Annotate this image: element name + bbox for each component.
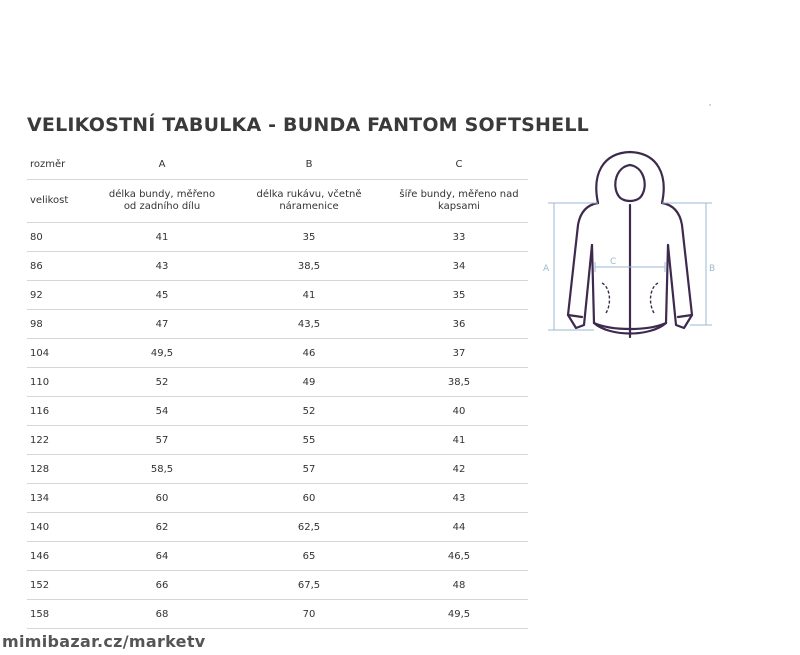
size-table: [27, 150, 528, 629]
header-cell: rozměr: [27, 150, 96, 180]
value-cell: 52: [228, 397, 390, 426]
table-row: [27, 542, 528, 571]
value-cell: 41: [228, 281, 390, 310]
header-cell: A: [96, 150, 228, 180]
header-cell: velikost: [27, 180, 96, 223]
size-cell: 140: [27, 513, 96, 542]
size-cell: 128: [27, 455, 96, 484]
size-cell: 152: [27, 571, 96, 600]
table-row: [27, 252, 528, 281]
value-cell: 46: [228, 339, 390, 368]
value-cell: 54: [96, 397, 228, 426]
header-cell: B: [228, 150, 390, 180]
value-cell: 36: [390, 310, 528, 339]
value-cell: 55: [228, 426, 390, 455]
table-row: [27, 455, 528, 484]
value-cell: 49,5: [390, 600, 528, 629]
jacket-diagram: [540, 145, 720, 350]
value-cell: 35: [390, 281, 528, 310]
value-cell: 41: [96, 223, 228, 252]
size-cell: 122: [27, 426, 96, 455]
value-cell: 66: [96, 571, 228, 600]
size-cell: 116: [27, 397, 96, 426]
table-body: [27, 223, 528, 629]
value-cell: 43: [390, 484, 528, 513]
measure-label-b: B: [709, 264, 716, 274]
value-cell: 34: [390, 252, 528, 281]
value-cell: 57: [96, 426, 228, 455]
value-cell: 70: [228, 600, 390, 629]
size-cell: 104: [27, 339, 96, 368]
value-cell: 46,5: [390, 542, 528, 571]
value-cell: 38,5: [228, 252, 390, 281]
value-cell: 48: [390, 571, 528, 600]
value-cell: 47: [96, 310, 228, 339]
table-row: [27, 600, 528, 629]
size-cell: 110: [27, 368, 96, 397]
table-row: [27, 310, 528, 339]
table-row: [27, 397, 528, 426]
table-row: [27, 339, 528, 368]
value-cell: 42: [390, 455, 528, 484]
value-cell: 52: [96, 368, 228, 397]
table-header-row: [27, 180, 528, 223]
value-cell: 49: [228, 368, 390, 397]
measure-label-c: C: [610, 257, 617, 267]
header-cell: šíře bundy, měřeno nad kapsami: [390, 180, 528, 223]
header-cell: délka rukávu, včetně náramenice: [228, 180, 390, 223]
value-cell: 37: [390, 339, 528, 368]
page-title: VELIKOSTNÍ TABULKA - BUNDA FANTOM SOFTSHELL: [27, 114, 589, 136]
size-cell: 98: [27, 310, 96, 339]
value-cell: 35: [228, 223, 390, 252]
value-cell: 57: [228, 455, 390, 484]
jacket-outline: [568, 152, 692, 337]
value-cell: 43,5: [228, 310, 390, 339]
table-row: [27, 426, 528, 455]
table-row: [27, 484, 528, 513]
value-cell: 60: [228, 484, 390, 513]
header-cell: délka bundy, měřeno od zadního dílu: [96, 180, 228, 223]
size-cell: 158: [27, 600, 96, 629]
value-cell: 33: [390, 223, 528, 252]
value-cell: 62,5: [228, 513, 390, 542]
value-cell: 62: [96, 513, 228, 542]
size-cell: 146: [27, 542, 96, 571]
value-cell: 41: [390, 426, 528, 455]
size-cell: 86: [27, 252, 96, 281]
decorative-dot: [709, 104, 711, 106]
header-cell: C: [390, 150, 528, 180]
value-cell: 38,5: [390, 368, 528, 397]
value-cell: 65: [228, 542, 390, 571]
size-cell: 80: [27, 223, 96, 252]
table-header-row: [27, 150, 528, 180]
value-cell: 58,5: [96, 455, 228, 484]
table-row: [27, 223, 528, 252]
value-cell: 49,5: [96, 339, 228, 368]
table-row: [27, 571, 528, 600]
measure-label-a: A: [543, 264, 550, 274]
value-cell: 64: [96, 542, 228, 571]
value-cell: 68: [96, 600, 228, 629]
value-cell: 67,5: [228, 571, 390, 600]
size-cell: 92: [27, 281, 96, 310]
table-row: [27, 513, 528, 542]
value-cell: 44: [390, 513, 528, 542]
value-cell: 45: [96, 281, 228, 310]
value-cell: 60: [96, 484, 228, 513]
table-row: [27, 281, 528, 310]
value-cell: 43: [96, 252, 228, 281]
table-row: [27, 368, 528, 397]
watermark: mimibazar.cz/marketv: [2, 632, 206, 651]
size-cell: 134: [27, 484, 96, 513]
value-cell: 40: [390, 397, 528, 426]
